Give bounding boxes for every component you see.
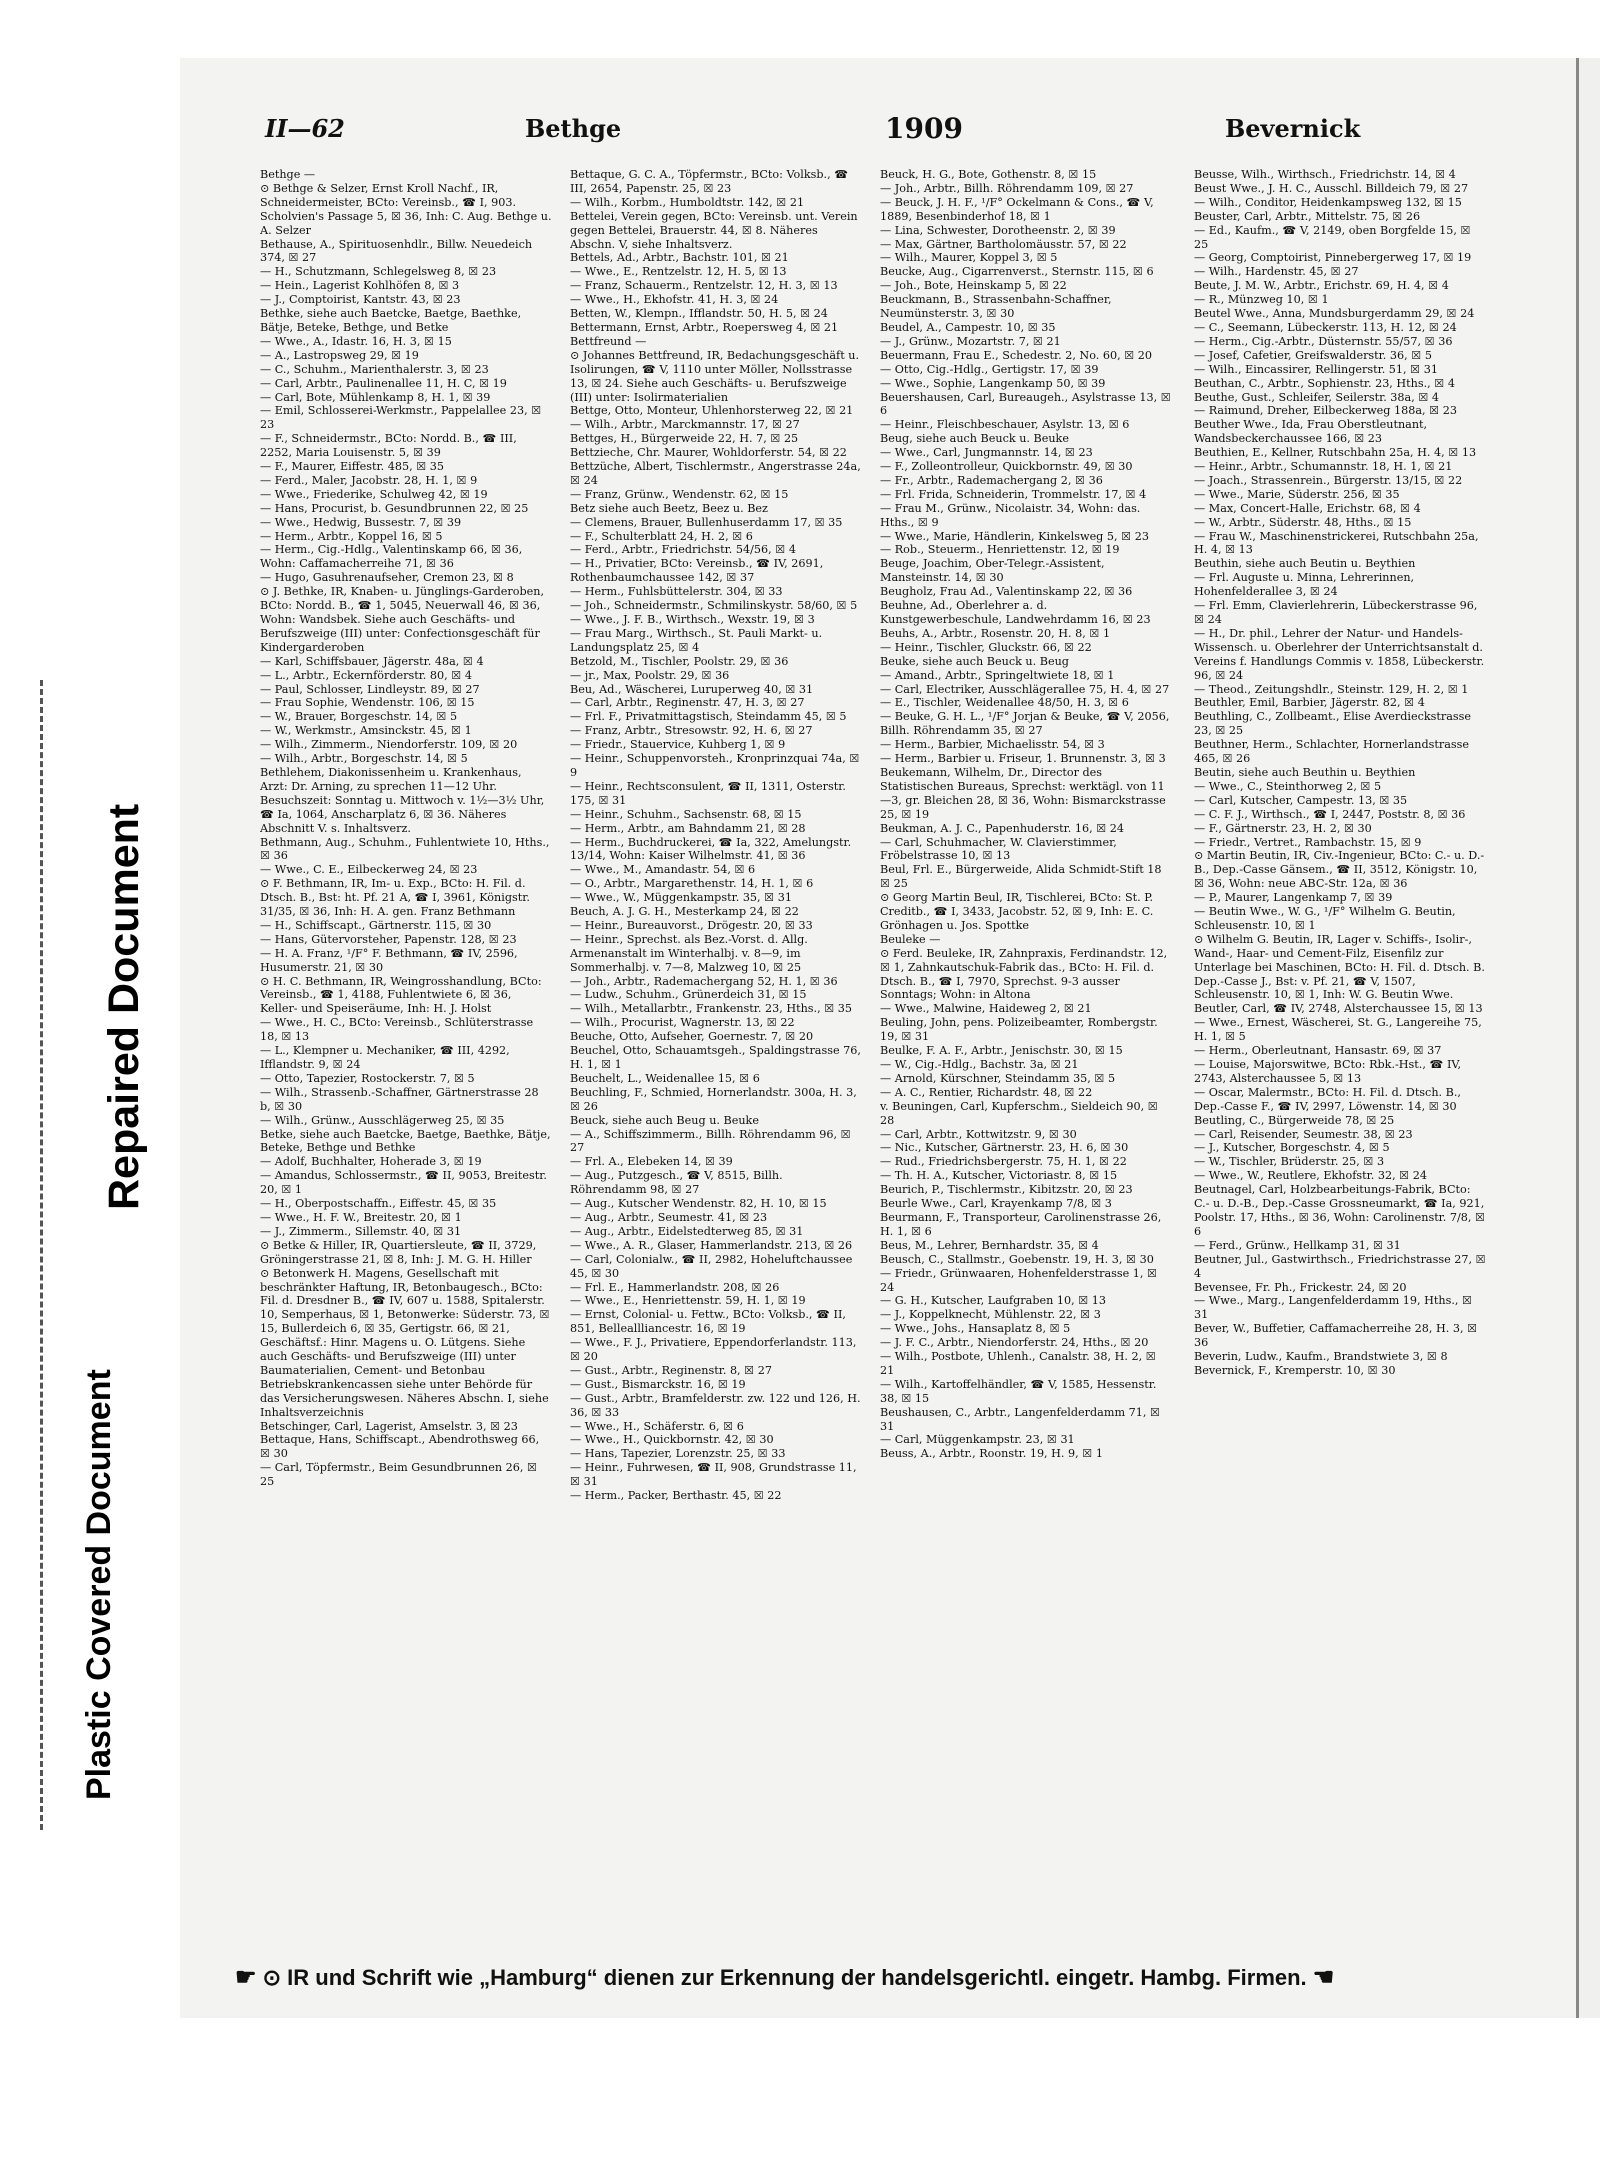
directory-entry: — J., Grünw., Mozartstr. 7, ☒ 21 <box>880 334 1061 348</box>
directory-entry: Beug, siehe auch Beuck u. Beuke <box>880 432 1069 446</box>
directory-entry: — Aug., Arbtr., Seumestr. 41, ☒ 23 <box>570 1210 768 1224</box>
directory-entry: — Oscar, Malermstr., BCto: H. Fil. d. Dtsch. B., Dep.-Casse F., ☎ IV, 2997, Löwenstr. 14, ☒ 30 <box>1194 1085 1461 1113</box>
directory-entry: Bettge, Otto, Monteur, Uhlenhorsterweg 22, ☒ 21 <box>570 404 854 418</box>
directory-entry: — Wwe., W., Müggenkampstr. 35, ☒ 31 <box>570 891 792 905</box>
directory-entry: — Heinr., Sprechst. als Bez.-Vorst. d. Allg. Armenanstalt im Winterhalbj. v. 8—9, im Sommerhalbj. v. 7—8, Malzweg 10, ☒ 25 <box>570 932 808 974</box>
directory-entry: — Max, Concert-Halle, Erichstr. 68, ☒ 4 <box>1194 501 1421 515</box>
directory-entry: — Emil, Schlosserei-Werkmstr., Pappelallee 23, ☒ 23 <box>260 404 542 432</box>
directory-entry: — Heinr., Schuhm., Sachsenstr. 68, ☒ 15 <box>570 807 802 821</box>
directory-entry: — Joh., Arbtr., Billh. Röhrendamm 109, ☒ 27 <box>880 181 1134 195</box>
directory-entry: — Heinr., Rechtsconsulent, ☎ II, 1311, Osterstr. 175, ☒ 31 <box>570 779 846 807</box>
directory-entry: Betke, siehe auch Baetcke, Baetge, Baethke, Bätje, Beteke, Bethge und Bethke <box>260 1127 551 1155</box>
directory-entry: — Hein., Lagerist Kohlhöfen 8, ☒ 3 <box>260 279 460 293</box>
directory-entry: Beuthner, Herm., Schlachter, Hornerlandstrasse 465, ☒ 26 <box>1194 738 1469 766</box>
directory-entry: Beutin, siehe auch Beuthin u. Beythien <box>1194 765 1416 779</box>
directory-entry: Bevernick, F., Kremperstr. 10, ☒ 30 <box>1194 1363 1396 1377</box>
directory-entry: Beuck, siehe auch Beug u. Beuke <box>570 1113 759 1127</box>
directory-entry: Beuch, A. J. G. H., Mesterkamp 24, ☒ 22 <box>570 905 799 919</box>
directory-entry: — Wilh., Maurer, Koppel 3, ☒ 5 <box>880 251 1058 265</box>
directory-entry: Bettaque, G. C. A., Töpfermstr., BCto: Volksb., ☎ III, 2654, Papenstr. 25, ☒ 23 <box>570 168 849 195</box>
directory-entry: — Ferd., Grünw., Hellkamp 31, ☒ 31 <box>1194 1238 1401 1252</box>
directory-entry: — C., Seemann, Lübeckerstr. 113, H. 12, ☒ 24 <box>1194 320 1457 334</box>
directory-entry: — Wwe., H. F. W., Breitestr. 20, ☒ 1 <box>260 1210 462 1224</box>
directory-entry: Beust Wwe., J. H. C., Ausschl. Billdeich 79, ☒ 27 <box>1194 181 1469 195</box>
directory-entry: Beuhs, A., Arbtr., Rosenstr. 20, H. 8, ☒ 1 <box>880 626 1111 640</box>
directory-entry: — Gust., Arbtr., Reginenstr. 8, ☒ 27 <box>570 1363 772 1377</box>
repaired-label: Repaired Document <box>100 803 148 1210</box>
directory-entry: ⊙ F. Bethmann, IR, Im- u. Exp., BCto: H. Fil. d. Dtsch. B., Bst: ht. Pf. 21 A, ☎ I, 3961, Königstr. 31/35, ☒ 36, Inh: H. A. gen. Franz Bethmann <box>260 877 530 919</box>
directory-entry: — Wilh., Conditor, Heidenkampsweg 132, ☒ 15 <box>1194 195 1462 209</box>
directory-entry: — Wwe., Marg., Langenfelderdamm 19, Hths., ☒ 31 <box>1194 1294 1473 1322</box>
directory-entry: — Carl, Arbtr., Paulinenallee 11, H. C, ☒ 19 <box>260 376 507 390</box>
directory-entry: Beudel, A., Campestr. 10, ☒ 35 <box>880 320 1056 334</box>
dashed-divider <box>40 680 43 1830</box>
directory-entry: — Herm., Oberleutnant, Hansastr. 69, ☒ 37 <box>1194 1044 1442 1058</box>
directory-entry: Beulke, F. A. F., Arbtr., Jenischstr. 30, ☒ 15 <box>880 1044 1123 1058</box>
directory-entry: — Joh., Bote, Heinskamp 5, ☒ 22 <box>880 279 1067 293</box>
directory-entry: Beukemann, Wilhelm, Dr., Director des Statistischen Bureaus, Sprechst: werktägl. von 11—3, gr. Bleichen 28, ☒ 36, Wohn: Bismarckstrasse 25, ☒ 19 <box>880 765 1166 821</box>
directory-entry: Beuchel, Otto, Schauamtsgeh., Spaldingstrasse 76, H. 1, ☒ 1 <box>570 1044 861 1071</box>
directory-entry: — Joh., Schneidermstr., Schmilinskystr. 58/60, ☒ 5 <box>570 599 858 613</box>
directory-entry: Beuckmann, B., Strassenbahn-Schaffner, Neumünsterstr. 3, ☒ 30 <box>880 293 1112 321</box>
directory-entry: — Franz, Schauerm., Rentzelstr. 12, H. 3, ☒ 13 <box>570 279 838 293</box>
directory-entry: — Heinr., Arbtr., Schumannstr. 18, H. 1, ☒ 21 <box>1194 460 1453 474</box>
directory-entry: Beutel Wwe., Anna, Mundsburgerdamm 29, ☒ 24 <box>1194 307 1475 321</box>
directory-entry: — Wwe., H., Quickbornstr. 42, ☒ 30 <box>570 1433 774 1447</box>
directory-entry: — Aug., Kutscher Wendenstr. 82, H. 10, ☒ 15 <box>570 1197 827 1211</box>
footer-text: ⊙ IR und Schrift wie „Hamburg“ dienen zur Erkennung der handelsgerichtl. eingetr. Hambg. Firmen. <box>262 1965 1307 1990</box>
directory-entry: Beusse, Wilh., Wirthsch., Friedrichstr. 14, ☒ 4 <box>1194 168 1456 181</box>
directory-entry: Betzold, M., Tischler, Poolstr. 29, ☒ 36 <box>570 654 789 668</box>
directory-entry: — Karl, Schiffsbauer, Jägerstr. 48a, ☒ 4 <box>260 654 484 668</box>
directory-entry: — Theod., Zeitungshdlr., Steinstr. 129, H. 2, ☒ 1 <box>1194 682 1469 696</box>
directory-entry: — Wilh., Procurist, Wagnerstr. 13, ☒ 22 <box>570 1016 795 1030</box>
directory-entry: — Herm., Arbtr., Koppel 16, ☒ 5 <box>260 529 443 543</box>
directory-entry: — Carl, Colonialw., ☎ II, 2982, Hoheluftchaussee 45, ☒ 30 <box>570 1252 853 1280</box>
directory-entry: — Clemens, Brauer, Bullenhuserdamm 17, ☒ 35 <box>570 515 843 529</box>
directory-entry: Beus, M., Lehrer, Bernhardstr. 35, ☒ 4 <box>880 1238 1099 1252</box>
directory-entry: — Heinr., Bureauvorst., Drögestr. 20, ☒ 33 <box>570 918 813 932</box>
directory-entry: — Wwe., Ernest, Wäscherei, St. G., Langereihe 75, H. 1, ☒ 5 <box>1194 1016 1482 1044</box>
directory-entry: — Friedr., Stauervice, Kuhberg 1, ☒ 9 <box>570 738 786 752</box>
directory-entry: Bettelei, Verein gegen, BCto: Vereinsb. unt. Verein gegen Bettelei, Brauerstr. 44, ☒ 8. Näheres Abschn. V, siehe Inhaltsverz. <box>570 209 858 251</box>
directory-entry: — Amandus, Schlossermstr., ☎ II, 9053, Breitestr. 20, ☒ 1 <box>260 1169 547 1197</box>
directory-entry: — W., Brauer, Borgeschstr. 14, ☒ 5 <box>260 710 458 724</box>
directory-entry: — H. A. Franz, ¹/F° F. Bethmann, ☎ IV, 2596, Husumerstr. 21, ☒ 30 <box>260 946 518 974</box>
directory-entry: — Herm., Barbier u. Friseur, 1. Brunnenstr. 3, ☒ 3 <box>880 752 1166 766</box>
directory-entry: — Wwe., A. R., Glaser, Hammerlandstr. 213, ☒ 26 <box>570 1238 853 1252</box>
directory-entry: — Wwe., E., Henriettenstr. 59, H. 1, ☒ 19 <box>570 1294 806 1308</box>
directory-entry: Beutler, Carl, ☎ IV, 2748, Alsterchaussee 15, ☒ 13 <box>1194 1002 1483 1016</box>
directory-entry: ⊙ Betke & Hiller, IR, Quartiersleute, ☎ II, 3729, Gröningerstrasse 21, ☒ 8, Inh: J. M. G. H. Hiller <box>260 1238 537 1266</box>
directory-entry: Beurmann, F., Transporteur, Carolinenstrasse 26, H. 1, ☒ 6 <box>880 1210 1162 1238</box>
directory-entry: ⊙ Betonwerk H. Magens, Gesellschaft mit beschränkter Haftung, IR, Betonbaugesch., BCto: Fil. d. Dresdner B., ☎ IV, 607 u. 1588, Spitalerstr. 10, Semperhaus, ☒ 1, Betonwerke: Süderstr. 73, ☒ 15, Bullerdeich 6, ☒ 35, Gertigstr. 66, ☒ 21, Geschäftsf.: Hinr. Magens u. O. Lütgens. Siehe auch Geschäfts- und Berufszweige (III) unter Baumaterialien, Cement- und Betonbau <box>260 1266 550 1377</box>
directory-entry: — Wwe., H. C., BCto: Vereinsb., Schlüterstrasse 18, ☒ 13 <box>260 1016 534 1044</box>
directory-entry: — Beuck, J. H. F., ¹/F° Ockelmann & Cons., ☎ V, 1889, Besenbinderhof 18, ☒ 1 <box>880 195 1154 223</box>
directory-entry: — R., Münzweg 10, ☒ 1 <box>1194 293 1329 307</box>
directory-entry: — F., Gärtnerstr. 23, H. 2, ☒ 30 <box>1194 821 1372 835</box>
directory-entry: — Max, Gärtner, Bartholomäusstr. 57, ☒ 22 <box>880 237 1127 251</box>
directory-entry: Beuthe, Gust., Schleifer, Seilerstr. 38a, ☒ 4 <box>1194 390 1440 404</box>
directory-entry: Beusch, C., Stallmstr., Goebenstr. 19, H. 3, ☒ 30 <box>880 1252 1154 1266</box>
directory-entry: — Wwe., C., Steinthorweg 2, ☒ 5 <box>1194 779 1382 793</box>
directory-entry: — Wwe., Carl, Jungmannstr. 14, ☒ 23 <box>880 446 1093 460</box>
directory-entry: Beushausen, C., Arbtr., Langenfelderdamm 71, ☒ 31 <box>880 1405 1160 1433</box>
directory-entry: Beuershausen, Carl, Bureaugeh., Asylstrasse 13, ☒ 6 <box>880 390 1171 418</box>
directory-entry: — Aug., Arbtr., Eidelstedterweg 85, ☒ 31 <box>570 1224 804 1238</box>
directory-entry: — Wwe., Johs., Hansaplatz 8, ☒ 5 <box>880 1322 1071 1336</box>
directory-entry: Beucke, Aug., Cigarrenverst., Sternstr. 115, ☒ 6 <box>880 265 1154 279</box>
directory-entry: — Herm., Buchdruckerei, ☎ Ia, 322, Amelungstr. 13/14, Wohn: Kaiser Wilhelmstr. 41, ☒ 36 <box>570 835 852 863</box>
directory-entry: Bethmann, Aug., Schuhm., Fuhlentwiete 10, Hths., ☒ 36 <box>260 835 550 863</box>
directory-entry: — Frl. Emm, Clavierlehrerin, Lübeckerstrasse 96, ☒ 24 <box>1194 599 1478 626</box>
directory-entry: — Hans, Procurist, b. Gesundbrunnen 22, ☒ 25 <box>260 501 529 515</box>
directory-entry: — L., Klempner u. Mechaniker, ☎ III, 4292, Ifflandstr. 9, ☒ 24 <box>260 1044 510 1071</box>
year: 1909 <box>885 112 963 145</box>
directory-entry: — Carl, Schuhmacher, W. Clavierstimmer, Fröbelstrasse 10, ☒ 13 <box>880 835 1117 863</box>
directory-entry: — Gust., Arbtr., Bramfelderstr. zw. 122 und 126, H. 36, ☒ 33 <box>570 1391 861 1419</box>
directory-entry: Beutner, Jul., Gastwirthsch., Friedrichstrasse 27, ☒ 4 <box>1194 1252 1486 1280</box>
directory-entry: — Frau Sophie, Wendenstr. 106, ☒ 15 <box>260 696 475 710</box>
directory-entry: Beurich, P., Tischlermstr., Kibitzstr. 20, ☒ 23 <box>880 1183 1133 1197</box>
directory-entry: — Herm., Fuhlsbüttelerstr. 304, ☒ 33 <box>570 585 783 599</box>
directory-entry: — Wwe., F. J., Privatiere, Eppendorferlandstr. 113, ☒ 20 <box>570 1336 857 1364</box>
column-2 <box>570 168 862 1968</box>
directory-entry: Beuthan, C., Arbtr., Sophienstr. 23, Hths., ☒ 4 <box>1194 376 1455 390</box>
directory-entry: — J., Comptoirist, Kantstr. 43, ☒ 23 <box>260 293 461 307</box>
directory-entry: Beuthien, E., Kellner, Rutschbahn 25a, H. 4, ☒ 13 <box>1194 446 1477 460</box>
directory-entry: — Frl. A., Elebeken 14, ☒ 39 <box>570 1155 733 1169</box>
directory-entry: — Raimund, Dreher, Eilbeckerweg 188a, ☒ 23 <box>1194 404 1457 418</box>
directory-entry: — Carl, Reisender, Seumestr. 38, ☒ 23 <box>1194 1127 1413 1141</box>
directory-entry: — Rob., Steuerm., Henriettenstr. 12, ☒ 19 <box>880 543 1120 557</box>
directory-entry: ⊙ J. Bethke, IR, Knaben- u. Jünglings-Garderoben, BCto: Nordd. B., ☎ 1, 5045, Neuerwall 46, ☒ 36, Wohn: Wandsbek. Siehe auch Geschäfts- und Berufszweige (III) unter: Confectionsgeschäft für Kindergarderoben <box>260 585 545 654</box>
directory-entry: — Ludw., Schuhm., Grünerdeich 31, ☒ 15 <box>570 988 807 1002</box>
directory-entry: Betschinger, Carl, Lagerist, Amselstr. 3, ☒ 23 <box>260 1419 518 1433</box>
directory-entry: — Amand., Arbtr., Springeltwiete 18, ☒ 1 <box>880 668 1115 682</box>
plastic-covered-label: Plastic Covered Document <box>80 1369 118 1800</box>
directory-entry: — Franz, Arbtr., Stresowstr. 92, H. 6, ☒ 27 <box>570 724 813 738</box>
directory-entry: Beuling, John, pens. Polizeibeamter, Rombergstr. 19, ☒ 31 <box>880 1016 1158 1044</box>
last-name-header: Bevernick <box>1225 114 1361 143</box>
column-1 <box>260 168 552 1968</box>
directory-entry: — J., Kutscher, Borgeschstr. 4, ☒ 5 <box>1194 1141 1390 1155</box>
directory-entry: — Wwe., C. E., Eilbeckerweg 24, ☒ 23 <box>260 863 478 877</box>
directory-entry: — Wwe., J. F. B., Wirthsch., Wexstr. 19, ☒ 3 <box>570 613 815 626</box>
directory-entry: — W., Arbtr., Süderstr. 48, Hths., ☒ 15 <box>1194 515 1412 529</box>
directory-entry: — Ferd., Maler, Jacobstr. 28, H. 1, ☒ 9 <box>260 473 478 487</box>
directory-entry: Beuck, H. G., Bote, Gothenstr. 8, ☒ 15 <box>880 168 1097 181</box>
directory-entry: — Frau Marg., Wirthsch., St. Pauli Markt- u. Landungsplatz 25, ☒ 4 <box>570 626 823 654</box>
directory-entry: Beugholz, Frau Ad., Valentinskamp 22, ☒ 36 <box>880 585 1133 599</box>
directory-entry: — Heinr., Fleischbeschauer, Asylstr. 13, ☒ 6 <box>880 418 1130 432</box>
directory-entry: Beuchelt, L., Weidenallee 15, ☒ 6 <box>570 1071 760 1085</box>
directory-entry: — Beuke, G. H. L., ¹/F° Jorjan & Beuke, ☎ V, 2056, Billh. Röhrendamm 35, ☒ 27 <box>880 710 1170 738</box>
directory-entry: — Herm., Cig.-Arbtr., Düsternstr. 55/57, ☒ 36 <box>1194 334 1453 348</box>
directory-entry: — O., Arbtr., Margarethenstr. 14, H. 1, ☒ 6 <box>570 877 814 891</box>
pointing-hand-icon-right: ☚ <box>1312 1964 1335 1991</box>
directory-entry: — Josef, Cafetier, Greifswalderstr. 36, ☒ 5 <box>1194 348 1432 362</box>
directory-entry: — Wwe., H., Ekhofstr. 41, H. 3, ☒ 24 <box>570 293 779 307</box>
directory-entry: — Wwe., Sophie, Langenkamp 50, ☒ 39 <box>880 376 1106 390</box>
directory-entry: — C., Schuhm., Marienthalerstr. 3, ☒ 23 <box>260 362 489 376</box>
footer-note <box>235 1963 1565 1999</box>
directory-entry: — Herm., Cig.-Hdlg., Valentinskamp 66, ☒ 36, Wohn: Caffamacherreihe 71, ☒ 36 <box>260 543 523 571</box>
directory-entry: Bever, W., Buffetier, Caffamacherreihe 28, H. 3, ☒ 36 <box>1194 1322 1478 1350</box>
directory-entry: Beverin, Ludw., Kaufm., Brandstwiete 3, ☒ 8 <box>1194 1350 1448 1364</box>
directory-entry: — E., Tischler, Weidenallee 48/50, H. 3, ☒ 6 <box>880 696 1129 710</box>
directory-entry: ⊙ H. C. Bethmann, IR, Weingrosshandlung, BCto: Vereinsb., ☎ 1, 4188, Fuhlentwiete 6, ☒ 36, Keller- und Speiseräume, Inh: H. J. Holst <box>260 974 542 1016</box>
directory-entry: — Wilh., Kartoffelhändler, ☎ V, 1585, Hessenstr. 38, ☒ 15 <box>880 1377 1157 1405</box>
directory-entry: — Ernst, Colonial- u. Fettw., BCto: Volksb., ☎ II, 851, Belleallliancestr. 16, ☒ 19 <box>570 1308 846 1336</box>
directory-entry: Bethause, A., Spirituosenhdlr., Billw. Neuedeich 374, ☒ 27 <box>260 237 533 265</box>
directory-entry: — Otto, Tapezier, Rostockerstr. 7, ☒ 5 <box>260 1071 475 1085</box>
directory-entry: — L., Arbtr., Eckernförderstr. 80, ☒ 4 <box>260 668 472 682</box>
directory-entry: — C. F. J., Wirthsch., ☎ I, 2447, Poststr. 8, ☒ 36 <box>1194 807 1466 821</box>
directory-entry: — Frl. F., Privatmittagstisch, Steindamm 45, ☒ 5 <box>570 710 847 724</box>
directory-entry: — H., Schiffscapt., Gärtnerstr. 115, ☒ 30 <box>260 918 492 932</box>
directory-entry: — H., Dr. phil., Lehrer der Natur- und Handels-Wissensch. u. Oberlehrer der Unterrichtsanstalt d. Vereins f. Handlungs Commis v. 1858, Lübeckerstr. 96, ☒ 24 <box>1194 626 1485 682</box>
directory-entry: — Georg, Comptoirist, Pinnebergerweg 17, ☒ 19 <box>1194 251 1472 265</box>
column-3 <box>880 168 1172 1968</box>
directory-entry: — Carl, Müggenkampstr. 23, ☒ 31 <box>880 1433 1075 1447</box>
directory-entry: — P., Maurer, Langenkamp 7, ☒ 39 <box>1194 891 1393 905</box>
directory-entry: — A., Schiffszimmerm., Billh. Röhrendamm 96, ☒ 27 <box>570 1127 851 1155</box>
directory-entry: Beuke, siehe auch Beuck u. Beug <box>880 654 1069 668</box>
directory-entry: — A., Lastropsweg 29, ☒ 19 <box>260 348 419 362</box>
directory-entry: — Lina, Schwester, Dorotheenstr. 2, ☒ 39 <box>880 223 1116 237</box>
directory-entry: — Carl, Töpfermstr., Beim Gesundbrunnen 26, ☒ 25 <box>260 1461 538 1489</box>
directory-entry: — Frau W., Maschinenstrickerei, Rutschbahn 25a, H. 4, ☒ 13 <box>1194 529 1479 557</box>
directory-entry: Beutling, C., Bürgerweide 78, ☒ 25 <box>1194 1113 1395 1127</box>
directory-entry: — Wwe., M., Amandastr. 54, ☒ 6 <box>570 863 756 877</box>
directory-entry: — W., Cig.-Hdlg., Bachstr. 3a, ☒ 21 <box>880 1058 1079 1071</box>
directory-entry: Bettfreund — <box>570 334 647 348</box>
directory-entry: Bettzieche, Chr. Maurer, Wohldorferstr. 54, ☒ 22 <box>570 446 847 460</box>
directory-entry: — G. H., Kutscher, Laufgraben 10, ☒ 13 <box>880 1294 1107 1308</box>
column-4 <box>1194 168 1486 1968</box>
directory-entry: — Franz, Grünw., Wendenstr. 62, ☒ 15 <box>570 487 789 501</box>
directory-entry: — Rud., Friedrichsbergerstr. 75, H. 1, ☒ 22 <box>880 1155 1127 1169</box>
directory-entry: — Wilh., Arbtr., Marckmannstr. 17, ☒ 27 <box>570 418 800 432</box>
directory-entry: — Heinr., Tischler, Gluckstr. 66, ☒ 22 <box>880 640 1092 654</box>
directory-entry: Beuermann, Frau E., Schedestr. 2, No. 60, ☒ 20 <box>880 348 1153 362</box>
directory-entry: — Wilh., Korbm., Humboldtstr. 142, ☒ 21 <box>570 195 805 209</box>
directory-entry: — H., Schutzmann, Schlegelsweg 8, ☒ 23 <box>260 265 497 279</box>
directory-entry: ⊙ Bethge & Selzer, Ernst Kroll Nachf., IR, Schneidermeister, BCto: Vereinsb., ☎ I, 903. Scholvien's Passage 5, ☒ 36, Inh: C. Aug. Bethge u. A. Selzer <box>260 181 552 237</box>
directory-entry: Bettges, H., Bürgerweide 22, H. 7, ☒ 25 <box>570 432 799 446</box>
directory-entry: — Beutin Wwe., W. G., ¹/F° Wilhelm G. Beutin, Schleusenstr. 10, ☒ 1 <box>1194 905 1456 932</box>
directory-entry: — A. C., Rentier, Richardstr. 48, ☒ 22 <box>880 1085 1093 1099</box>
directory-entry: — Carl, Electriker, Ausschlägerallee 75, H. 4, ☒ 27 <box>880 682 1170 696</box>
directory-entry: — Frau M., Grünw., Nicolaistr. 34, Wohn: das. Hths., ☒ 9 <box>880 501 1141 529</box>
directory-entry: — W., Tischler, Brüderstr. 25, ☒ 3 <box>1194 1155 1385 1169</box>
directory-entry: Beuleke — <box>880 932 941 946</box>
directory-entry: Beuchling, F., Schmied, Hornerlandstr. 300a, H. 3, ☒ 26 <box>570 1085 857 1113</box>
directory-entry: — Wilh., Strassenb.-Schaffner, Gärtnerstrasse 28 b, ☒ 30 <box>260 1085 539 1113</box>
page-header <box>265 110 1475 150</box>
directory-entry: — Ed., Kaufm., ☎ V, 2149, oben Borgfelde 15, ☒ 25 <box>1194 223 1471 251</box>
directory-entry: — Hans, Gütervorsteher, Papenstr. 128, ☒ 23 <box>260 932 517 946</box>
directory-entry: — Heinr., Schuppenvorsteh., Kronprinzquai 74a, ☒ 9 <box>570 752 860 779</box>
directory-entry: — Joach., Strassenrein., Bürgerstr. 13/15, ☒ 22 <box>1194 473 1463 487</box>
directory-entry: Beuster, Carl, Arbtr., Mittelstr. 75, ☒ 26 <box>1194 209 1421 223</box>
directory-entry: Beukman, A. J. C., Papenhuderstr. 16, ☒ 24 <box>880 821 1125 835</box>
directory-entry: — Paul, Schlosser, Lindleystr. 89, ☒ 27 <box>260 682 480 696</box>
first-name-header: Bethge <box>525 114 622 143</box>
directory-entry: Bettzüche, Albert, Tischlermstr., Angerstrasse 24a, ☒ 24 <box>570 460 861 487</box>
directory-entry: — Herm., Packer, Berthastr. 45, ☒ 22 <box>570 1489 782 1503</box>
directory-entry: — Carl, Kutscher, Campestr. 13, ☒ 35 <box>1194 793 1408 807</box>
directory-entry: — F., Maurer, Eiffestr. 485, ☒ 35 <box>260 460 445 474</box>
directory-entry: — Frl. Auguste u. Minna, Lehrerinnen, Hohenfelderallee 3, ☒ 24 <box>1194 571 1415 599</box>
directory-entry: ⊙ Ferd. Beuleke, IR, Zahnpraxis, Ferdinandstr. 12, ☒ 1, Zahnkautschuk-Fabrik das., BCto: H. Fil. d. Dtsch. B., ☎ I, 7970, Sprechst. 9-3 ausser Sonntags; Wohn: in Altona <box>880 946 1168 1002</box>
directory-entry: Betz siehe auch Beetz, Beez u. Bez <box>570 501 768 515</box>
directory-entry: Beuthling, C., Zollbeamt., Elise Averdieckstrasse 23, ☒ 25 <box>1194 710 1472 738</box>
directory-entry: — Frl. Frida, Schneiderin, Trommelstr. 17, ☒ 4 <box>880 487 1147 501</box>
directory-entry: — Arnold, Kürschner, Steindamm 35, ☒ 5 <box>880 1071 1116 1085</box>
directory-entry: Bethlehem, Diakonissenheim u. Krankenhaus, Arzt: Dr. Arning, zu sprechen 11—12 Uhr. Besuchszeit: Sonntag u. Mittwoch v. 1½—3½ Uhr, ☎ Ia, 1064, Anscharplatz 6, ☒ 36. Näheres Abschnitt V. s. Inhaltsverz. <box>260 765 545 835</box>
directory-entry: — J., Koppelknecht, Mühlenstr. 22, ☒ 3 <box>880 1308 1101 1322</box>
directory-entry: Betten, W., Klempn., Ifflandstr. 50, H. 5, ☒ 24 <box>570 307 828 321</box>
directory-entry: Bethke, siehe auch Baetcke, Baetge, Baethke, Bätje, Beteke, Bethge, und Betke <box>260 307 522 334</box>
directory-entry: — Wwe., Friederike, Schulweg 42, ☒ 19 <box>260 487 488 501</box>
directory-entry: — Wwe., Hedwig, Bussestr. 7, ☒ 39 <box>260 515 462 529</box>
directory-entry: Beuche, Otto, Aufseher, Goernestr. 7, ☒ 20 <box>570 1030 814 1044</box>
directory-entry: — Ferd., Arbtr., Friedrichstr. 54/56, ☒ 4 <box>570 543 796 557</box>
directory-entry: — Wwe., Malwine, Haideweg 2, ☒ 21 <box>880 1002 1092 1016</box>
directory-entry: — Wilh., Eincassirer, Rellingerstr. 51, ☒ 31 <box>1194 362 1438 376</box>
pointing-hand-icon: ☛ <box>235 1964 257 1991</box>
directory-entry: ⊙ Martin Beutin, IR, Civ.-Ingenieur, BCto: C.- u. D.-B., Dep.-Casse Gänsem., ☎ II, 3512, Königstr. 10, ☒ 36, Wohn: neue ABC-Str. 12a, ☒ 36 <box>1194 849 1485 891</box>
directory-entry: — Wwe., A., Idastr. 16, H. 3, ☒ 15 <box>260 334 452 348</box>
directory-entry: Beute, J. M. W., Arbtr., Erichstr. 69, H. 4, ☒ 4 <box>1194 279 1449 293</box>
directory-entry: — Wilh., Hardenstr. 45, ☒ 27 <box>1194 265 1359 279</box>
directory-entry: Beurle Wwe., Carl, Krayenkamp 7/8, ☒ 3 <box>880 1197 1112 1211</box>
directory-entry: Beu, Ad., Wäscherei, Luruperweg 40, ☒ 31 <box>570 682 814 696</box>
directory-entry: Bethge — <box>260 168 316 181</box>
directory-entry: v. Beuningen, Carl, Kupferschm., Sieldeich 90, ☒ 28 <box>880 1099 1158 1127</box>
directory-entry: — Wwe., W., Reutlere, Ekhofstr. 32, ☒ 24 <box>1194 1169 1428 1183</box>
directory-entry: — Joh., Arbtr., Rademachergang 52, H. 1, ☒ 36 <box>570 974 838 988</box>
directory-entry: Beuss, A., Arbtr., Roonstr. 19, H. 9, ☒ 1 <box>880 1447 1103 1461</box>
directory-entry: — Wilh., Zimmerm., Niendorferstr. 109, ☒ 20 <box>260 738 518 752</box>
directory-entry: Bevensee, Fr. Ph., Frickestr. 24, ☒ 20 <box>1194 1280 1407 1294</box>
directory-entry: — Wwe., H., Schäferstr. 6, ☒ 6 <box>570 1419 744 1433</box>
directory-entry: — F., Zolleontrolleur, Quickbornstr. 49, ☒ 30 <box>880 460 1133 474</box>
directory-entry: — Gust., Bismarckstr. 16, ☒ 19 <box>570 1377 746 1391</box>
directory-entry: — J. F. C., Arbtr., Niendorferstr. 24, Hths., ☒ 20 <box>880 1336 1149 1350</box>
directory-entry: — jr., Max, Poolstr. 29, ☒ 36 <box>570 668 730 682</box>
directory-entry: Bettermann, Ernst, Arbtr., Roepersweg 4, ☒ 21 <box>570 320 839 334</box>
directory-entry: — Wilh., Metallarbtr., Frankenstr. 23, Hths., ☒ 35 <box>570 1002 853 1016</box>
directory-entry: Beuthler, Emil, Barbier, Jägerstr. 82, ☒ 4 <box>1194 696 1425 710</box>
directory-entry: — Wwe., E., Rentzelstr. 12, H. 5, ☒ 13 <box>570 265 787 279</box>
directory-entry: — Wwe., Marie, Süderstr. 256, ☒ 35 <box>1194 487 1400 501</box>
directory-entry: Beul, Frl. E., Bürgerweide, Alida Schmidt-Stift 18 ☒ 25 <box>880 863 1162 891</box>
directory-entry: — Heinr., Fuhrwesen, ☎ II, 908, Grundstrasse 11, ☒ 31 <box>570 1461 857 1489</box>
directory-entry: — Wilh., Grünw., Ausschlägerweg 25, ☒ 35 <box>260 1113 505 1127</box>
directory-entry: — Herm., Barbier, Michaelisstr. 54, ☒ 3 <box>880 738 1105 752</box>
directory-entry: — Frl. E., Hammerlandstr. 208, ☒ 26 <box>570 1280 780 1294</box>
directory-entry: Betriebskrankencassen siehe unter Behörde für das Versicherungswesen. Näheres Abschn. I, siehe Inhaltsverzeichnis <box>260 1377 549 1419</box>
directory-entry: — Carl, Arbtr., Reginenstr. 47, H. 3, ☒ 27 <box>570 696 805 710</box>
directory-entry: — W., Werkmstr., Amsinckstr. 45, ☒ 1 <box>260 724 472 738</box>
directory-entry: — F., Schulterblatt 24, H. 2, ☒ 6 <box>570 529 753 543</box>
directory-entry: — Fr., Arbtr., Rademachergang 2, ☒ 36 <box>880 473 1103 487</box>
directory-entry: ⊙ Wilhelm G. Beutin, IR, Lager v. Schiffs-, Isolir-, Wand-, Haar- und Cement-Filz, Eisenfilz zur Unterlage bei Maschinen, BCto: H. Fil. d. Dtsch. B. Dep.-Casse J., Bst: v. Pf. 21, ☎ V, 1507, Schleusenstr. 10, ☒ 1, Inh: W. G. Beutin Wwe. <box>1194 932 1485 1002</box>
directory-entry: — J., Zimmerm., Sillemstr. 40, ☒ 31 <box>260 1224 462 1238</box>
directory-entry: — Carl, Arbtr., Kottwitzstr. 9, ☒ 30 <box>880 1127 1077 1141</box>
directory-entry: — Adolf, Buchhalter, Hoherade 3, ☒ 19 <box>260 1155 482 1169</box>
directory-entry: — Nic., Kutscher, Gärtnerstr. 23, H. 6, ☒ 30 <box>880 1141 1129 1155</box>
directory-entry: — H., Privatier, BCto: Vereinsb., ☎ IV, 2691, Rothenbaumchaussee 142, ☒ 37 <box>570 557 824 585</box>
directory-entry: — Otto, Cig.-Hdlg., Gertigstr. 17, ☒ 39 <box>880 362 1099 376</box>
directory-entry: — Th. H. A., Kutscher, Victoriastr. 8, ☒ 15 <box>880 1169 1118 1183</box>
directory-entry: — Herm., Arbtr., am Bahndamm 21, ☒ 28 <box>570 821 806 835</box>
directory-entry: — Wilh., Arbtr., Borgeschstr. 14, ☒ 5 <box>260 752 468 766</box>
directory-entry: Beuthin, siehe auch Beutin u. Beythien <box>1194 557 1416 571</box>
directory-columns <box>260 168 1490 1968</box>
directory-entry: — F., Schneidermstr., BCto: Nordd. B., ☎ III, 2252, Maria Louisenstr. 5, ☒ 39 <box>260 432 517 460</box>
directory-page <box>180 58 1579 2018</box>
directory-entry: Beuther Wwe., Ida, Frau Oberstleutnant, Wandsbeckerchaussee 166, ☒ 23 <box>1194 418 1428 446</box>
directory-entry: — Friedr., Grünwaaren, Hohenfelderstrasse 1, ☒ 24 <box>880 1266 1158 1294</box>
directory-entry: — Hugo, Gasuhrenaufseher, Cremon 23, ☒ 8 <box>260 571 514 585</box>
directory-entry: — Carl, Bote, Mühlenkamp 8, H. 1, ☒ 39 <box>260 390 491 404</box>
directory-entry: — Friedr., Vertret., Rambachstr. 15, ☒ 9 <box>1194 835 1422 849</box>
directory-entry: Beutnagel, Carl, Holzbearbeitungs-Fabrik, BCto: C.- u. D.-B., Dep.-Casse Grossneumarkt, ☎ Ia, 921, Poolstr. 17, Hths., ☒ 36, Wohn: Carolinenstr. 7/8, ☒ 6 <box>1194 1183 1486 1238</box>
directory-entry: — Louise, Majorswitwe, BCto: Rbk.-Hst., ☎ IV, 2743, Alsterchaussee 5, ☒ 13 <box>1194 1058 1462 1085</box>
directory-entry: Bettaque, Hans, Schiffscapt., Abendrothsweg 66, ☒ 30 <box>260 1433 540 1461</box>
directory-entry: — Aug., Putzgesch., ☎ V, 8515, Billh. Röhrendamm 98, ☒ 27 <box>570 1169 783 1197</box>
directory-entry: — Wilh., Postbote, Uhlenh., Canalstr. 38, H. 2, ☒ 21 <box>880 1350 1156 1377</box>
sidebar <box>0 0 180 2177</box>
directory-entry: — Hans, Tapezier, Lorenzstr. 25, ☒ 33 <box>570 1447 786 1461</box>
page-ref: II—62 <box>265 114 345 143</box>
directory-entry: ⊙ Georg Martin Beul, IR, Tischlerei, BCto: St. P. Creditb., ☎ I, 3433, Jacobstr. 52, ☒ 9, Inh: E. C. Grönhagen u. Jos. Spottke <box>880 891 1154 932</box>
directory-entry: ⊙ Johannes Bettfreund, IR, Bedachungsgeschäft u. Isolirungen, ☎ V, 1110 unter Möller, Nollsstrasse 13, ☒ 24. Siehe auch Geschäfts- u. Berufszweige (III) unter: Isolirmaterialien <box>570 348 860 404</box>
directory-entry: Beuge, Joachim, Ober-Telegr.-Assistent, Mansteinstr. 14, ☒ 30 <box>880 557 1105 585</box>
directory-entry: Beuhne, Ad., Oberlehrer a. d. Kunstgewerbeschule, Landwehrdamm 16, ☒ 23 <box>880 599 1151 626</box>
directory-entry: — H., Oberpostschaffn., Eiffestr. 45, ☒ 35 <box>260 1197 497 1211</box>
directory-entry: — Wwe., Marie, Händlerin, Kinkelsweg 5, ☒ 23 <box>880 529 1149 543</box>
scanned-page <box>180 58 1600 2018</box>
directory-entry: Bettels, Ad., Arbtr., Bachstr. 101, ☒ 21 <box>570 251 789 265</box>
